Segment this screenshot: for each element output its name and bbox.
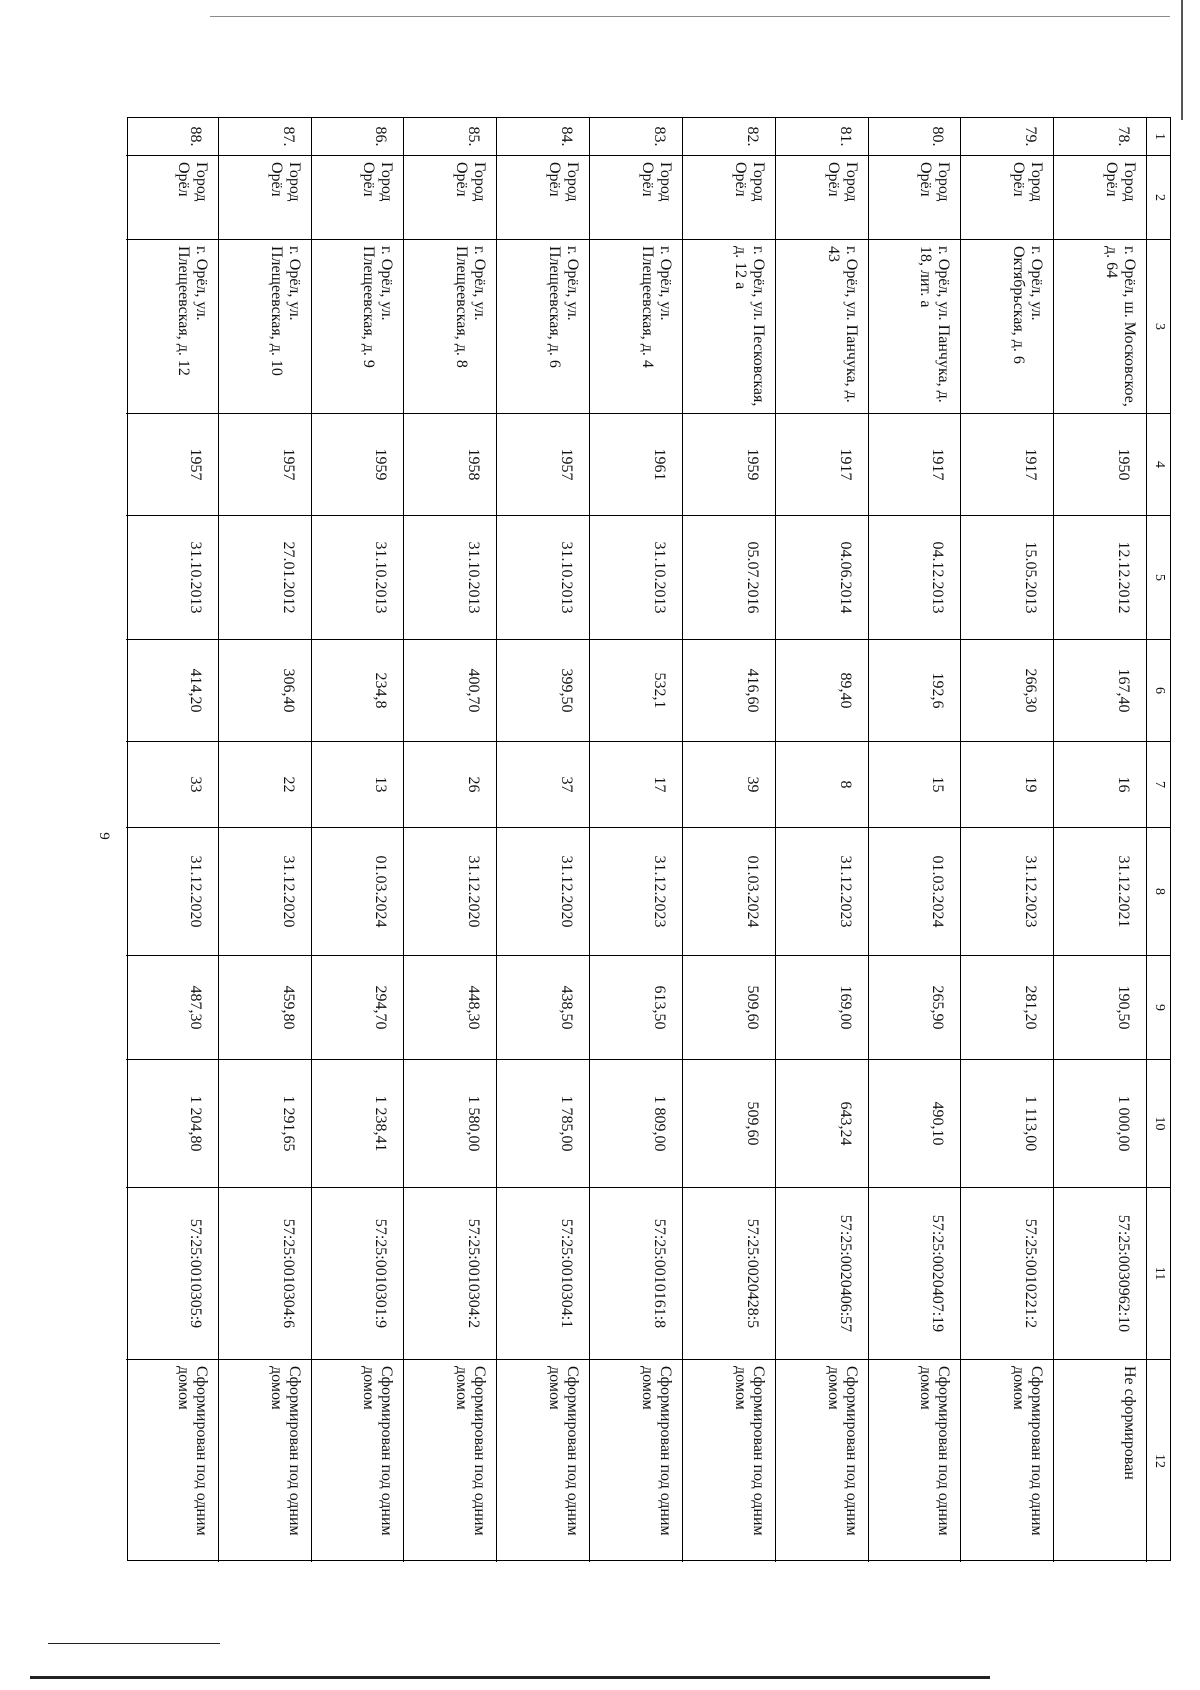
area-cell: 192,6 — [869, 640, 961, 742]
date-cell: 04.12.2013 — [869, 516, 961, 640]
value-col10-cell: 1 580,00 — [405, 1060, 497, 1188]
area-cell: 167,40 — [1054, 640, 1146, 742]
footnote-separator — [48, 1643, 220, 1644]
build-year-cell: 1917 — [869, 414, 961, 516]
locality-cell: Город Орёл — [776, 156, 868, 240]
resident-count-cell: 19 — [961, 742, 1053, 828]
date-cell: 31.10.2013 — [126, 516, 218, 640]
value-col9-cell: 438,50 — [497, 956, 589, 1060]
locality-cell: Город Орёл — [869, 156, 961, 240]
deadline-cell: 31.12.2023 — [776, 828, 868, 956]
cadastral-number-cell: 57:25:0010221:2 — [961, 1188, 1053, 1360]
rotated-table-body — [126, 118, 1170, 1562]
column-number-cell: 9 — [1147, 956, 1170, 1060]
resident-count-cell: 22 — [219, 742, 311, 828]
build-year-cell: 1959 — [683, 414, 775, 516]
address-cell: г. Орёл, ул. Плещеевская, д. 6 — [497, 240, 589, 414]
value-col10-cell: 1 204,80 — [126, 1060, 218, 1188]
deadline-cell: 31.12.2023 — [961, 828, 1053, 956]
land-status-cell: Сформирован под одним домом — [1010, 1366, 1046, 1536]
table-row — [960, 118, 1053, 1562]
column-number-cell: 5 — [1147, 516, 1170, 640]
build-year-cell: 1957 — [126, 414, 218, 516]
table-row — [868, 118, 961, 1562]
resident-count-cell: 26 — [405, 742, 497, 828]
table-row — [496, 118, 589, 1562]
cadastral-number-cell: 57:25:0020406:57 — [776, 1188, 868, 1360]
table-row — [404, 118, 497, 1562]
land-status-cell: Сформирован под одним домом — [917, 1366, 953, 1536]
resident-count-cell: 17 — [590, 742, 682, 828]
row-number-cell: 82. — [683, 118, 775, 156]
locality-cell: Город Орёл — [219, 156, 311, 240]
cadastral-number-cell: 57:25:0020407:19 — [869, 1188, 961, 1360]
cadastral-number-cell: 57:25:0030962:10 — [1054, 1188, 1146, 1360]
area-cell: 306,40 — [219, 640, 311, 742]
row-number-cell: 88. — [126, 118, 218, 156]
column-number-cell: 8 — [1147, 828, 1170, 956]
address-cell: г. Орёл, ул. Панчука, д. 43 — [776, 240, 868, 414]
date-cell: 31.10.2013 — [312, 516, 404, 640]
locality-cell: Город Орёл — [683, 156, 775, 240]
date-cell: 27.01.2012 — [219, 516, 311, 640]
scan-bottom-edge-line — [30, 1676, 990, 1679]
land-status-cell: Сформирован под одним домом — [731, 1366, 767, 1536]
column-number-cell: 11 — [1147, 1188, 1170, 1360]
value-col10-cell: 509,60 — [683, 1060, 775, 1188]
cadastral-number-cell: 57:25:0010301:9 — [312, 1188, 404, 1360]
date-cell: 12.12.2012 — [1054, 516, 1146, 640]
column-number-cell: 7 — [1147, 742, 1170, 828]
locality-cell: Город Орёл — [497, 156, 589, 240]
row-number-cell: 81. — [776, 118, 868, 156]
resident-count-cell: 16 — [1054, 742, 1146, 828]
build-year-cell: 1958 — [405, 414, 497, 516]
locality-cell: Город Орёл — [590, 156, 682, 240]
locality-cell: Город Орёл — [312, 156, 404, 240]
date-cell: 31.10.2013 — [405, 516, 497, 640]
table-row — [589, 118, 682, 1562]
column-number-cell: 6 — [1147, 640, 1170, 742]
area-cell: 400,70 — [405, 640, 497, 742]
area-cell: 89,40 — [776, 640, 868, 742]
row-number-cell: 79. — [961, 118, 1053, 156]
cadastral-number-cell: 57:25:0010305:9 — [126, 1188, 218, 1360]
column-number-cell: 4 — [1147, 414, 1170, 516]
value-col10-cell: 1 000,00 — [1054, 1060, 1146, 1188]
build-year-cell: 1917 — [961, 414, 1053, 516]
value-col9-cell: 294,70 — [312, 956, 404, 1060]
land-status-cell: Сформирован под одним домом — [638, 1366, 674, 1536]
cadastral-number-cell: 57:25:0010304:6 — [219, 1188, 311, 1360]
build-year-cell: 1957 — [497, 414, 589, 516]
table-row — [126, 118, 218, 1562]
row-number-cell: 87. — [219, 118, 311, 156]
locality-cell: Город Орёл — [126, 156, 218, 240]
table-row — [218, 118, 311, 1562]
row-number-cell: 85. — [405, 118, 497, 156]
deadline-cell: 31.12.2020 — [219, 828, 311, 956]
column-number-row — [1146, 118, 1170, 1562]
land-status-cell: Сформирован под одним домом — [453, 1366, 489, 1536]
table-row — [682, 118, 775, 1562]
date-cell: 05.07.2016 — [683, 516, 775, 640]
date-cell: 04.06.2014 — [776, 516, 868, 640]
area-cell: 532,1 — [590, 640, 682, 742]
cadastral-number-cell: 57:25:0010304:1 — [497, 1188, 589, 1360]
scan-top-edge-line — [210, 16, 1170, 17]
value-col10-cell: 1 238,41 — [312, 1060, 404, 1188]
build-year-cell: 1957 — [219, 414, 311, 516]
page-number: 9 — [96, 832, 112, 840]
deadline-cell: 01.03.2024 — [869, 828, 961, 956]
locality-cell: Город Орёл — [1054, 156, 1146, 240]
address-cell: г. Орёл, ул. Плещеевская, д. 9 — [312, 240, 404, 414]
table-row — [311, 118, 404, 1562]
table-row — [1053, 118, 1146, 1562]
row-number-cell: 86. — [312, 118, 404, 156]
locality-cell: Город Орёл — [961, 156, 1053, 240]
value-col9-cell: 281,20 — [961, 956, 1053, 1060]
address-cell: г. Орёл, ул. Плещеевская, д. 10 — [219, 240, 311, 414]
address-cell: г. Орёл, ул. Песковская, д. 12 а — [683, 240, 775, 414]
build-year-cell: 1959 — [312, 414, 404, 516]
area-cell: 416,60 — [683, 640, 775, 742]
area-cell: 234,8 — [312, 640, 404, 742]
value-col9-cell: 190,50 — [1054, 956, 1146, 1060]
build-year-cell: 1917 — [776, 414, 868, 516]
address-cell: г. Орёл, ш. Московское, д. 64 — [1054, 240, 1146, 414]
address-cell: г. Орёл, ул. Плещеевская, д. 12 — [126, 240, 218, 414]
resident-count-cell: 8 — [776, 742, 868, 828]
column-number-cell: 1 — [1147, 118, 1170, 156]
value-col10-cell: 490,10 — [869, 1060, 961, 1188]
column-number-cell: 2 — [1147, 156, 1170, 240]
value-col9-cell: 169,00 — [776, 956, 868, 1060]
resident-count-cell: 39 — [683, 742, 775, 828]
value-col10-cell: 1 113,00 — [961, 1060, 1053, 1188]
value-col10-cell: 1 291,65 — [219, 1060, 311, 1188]
deadline-cell: 31.12.2020 — [497, 828, 589, 956]
build-year-cell: 1961 — [590, 414, 682, 516]
resident-count-cell: 15 — [869, 742, 961, 828]
value-col9-cell: 265,90 — [869, 956, 961, 1060]
value-col10-cell: 643,24 — [776, 1060, 868, 1188]
housing-register-table — [127, 117, 1171, 1561]
deadline-cell: 31.12.2021 — [1054, 828, 1146, 956]
deadline-cell: 01.03.2024 — [312, 828, 404, 956]
value-col10-cell: 1 785,00 — [497, 1060, 589, 1188]
address-cell: г. Орёл, ул. Октябрьская, д. 6 — [961, 240, 1053, 414]
land-status-cell: Сформирован под одним домом — [174, 1366, 210, 1536]
address-cell: г. Орёл, ул. Панчука, д. 18, лит. а — [869, 240, 961, 414]
address-cell: г. Орёл, ул. Плещеевская, д. 8 — [405, 240, 497, 414]
column-number-cell: 12 — [1152, 1454, 1167, 1468]
scan-right-edge-line — [1181, 0, 1183, 120]
locality-cell: Город Орёл — [405, 156, 497, 240]
row-number-cell: 78. — [1054, 118, 1146, 156]
address-cell: г. Орёл, ул. Плещеевская, д. 4 — [590, 240, 682, 414]
resident-count-cell: 33 — [126, 742, 218, 828]
area-cell: 399,50 — [497, 640, 589, 742]
resident-count-cell: 13 — [312, 742, 404, 828]
row-number-cell: 80. — [869, 118, 961, 156]
column-number-cell: 10 — [1147, 1060, 1170, 1188]
area-cell: 266,30 — [961, 640, 1053, 742]
cadastral-number-cell: 57:25:0010161:8 — [590, 1188, 682, 1360]
land-status-cell: Сформирован под одним домом — [824, 1366, 860, 1536]
value-col9-cell: 509,60 — [683, 956, 775, 1060]
deadline-cell: 31.12.2020 — [126, 828, 218, 956]
value-col9-cell: 613,50 — [590, 956, 682, 1060]
row-number-cell: 83. — [590, 118, 682, 156]
cadastral-number-cell: 57:25:0010304:2 — [405, 1188, 497, 1360]
cadastral-number-cell: 57:25:0020428:5 — [683, 1188, 775, 1360]
value-col9-cell: 459,80 — [219, 956, 311, 1060]
table-row — [775, 118, 868, 1562]
deadline-cell: 01.03.2024 — [683, 828, 775, 956]
land-status-cell: Сформирован под одним домом — [267, 1366, 303, 1536]
value-col9-cell: 448,30 — [405, 956, 497, 1060]
date-cell: 15.05.2013 — [961, 516, 1053, 640]
value-col9-cell: 487,30 — [126, 956, 218, 1060]
value-col10-cell: 1 809,00 — [590, 1060, 682, 1188]
deadline-cell: 31.12.2023 — [590, 828, 682, 956]
date-cell: 31.10.2013 — [497, 516, 589, 640]
row-number-cell: 84. — [497, 118, 589, 156]
land-status-cell: Не сформирован — [1121, 1366, 1138, 1480]
date-cell: 31.10.2013 — [590, 516, 682, 640]
deadline-cell: 31.12.2020 — [405, 828, 497, 956]
land-status-cell: Сформирован под одним домом — [360, 1366, 396, 1536]
column-number-cell: 3 — [1147, 240, 1170, 414]
area-cell: 414,20 — [126, 640, 218, 742]
build-year-cell: 1950 — [1054, 414, 1146, 516]
land-status-cell: Сформирован под одним домом — [546, 1366, 582, 1536]
resident-count-cell: 37 — [497, 742, 589, 828]
